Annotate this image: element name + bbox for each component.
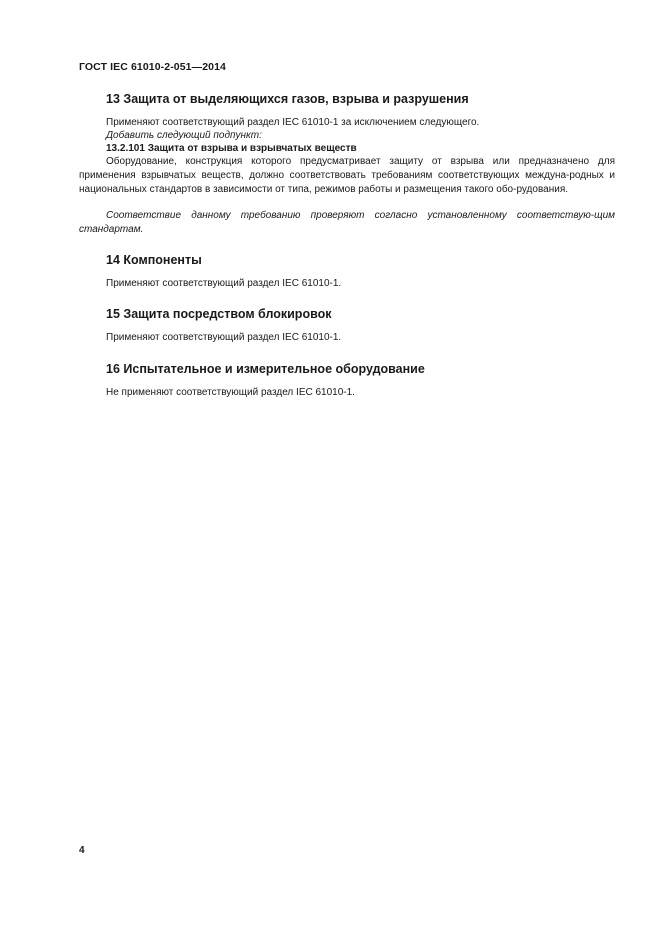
section-13-paragraph-1: Применяют соответствующий раздел IEC 61010-1 за исключением следующего. — [106, 117, 480, 128]
section-13-paragraph-4: Соответствие данному требованию проверяют согласно установленному соответствую-щим стандартам. — [79, 210, 615, 235]
section-15-paragraph-1: Применяют соответствующий раздел IEC 61010-1. — [106, 332, 342, 343]
section-14-heading: 14 Компоненты — [106, 253, 202, 267]
section-13-paragraph-3: Оборудование, конструкция которого предусматривает защиту от взрыва или предназначено для применения взрывчатых веществ, должно соответствовать требованиям соответствующих междуна-родных и национальных стандартов в зависимости от типа, режимов работы и размещения такого обо-рудования. — [79, 156, 615, 195]
section-15-heading: 15 Защита посредством блокировок — [106, 307, 332, 321]
section-13-heading: 13 Защита от выделяющихся газов, взрыва и разрушения — [106, 92, 469, 106]
section-16-paragraph-1: Не применяют соответствующий раздел IEC 61010-1. — [106, 387, 355, 398]
subclause-13-2-101-title: 13.2.101 Защита от взрыва и взрывчатых веществ — [106, 143, 357, 154]
section-16-heading: 16 Испытательное и измерительное оборудование — [106, 362, 425, 376]
section-13-paragraph-2: Добавить следующий подпункт: — [106, 130, 262, 141]
standard-id-header: ГОСТ IEC 61010-2-051—2014 — [79, 61, 226, 73]
page-number: 4 — [79, 845, 85, 856]
section-14-paragraph-1: Применяют соответствующий раздел IEC 61010-1. — [106, 278, 342, 289]
